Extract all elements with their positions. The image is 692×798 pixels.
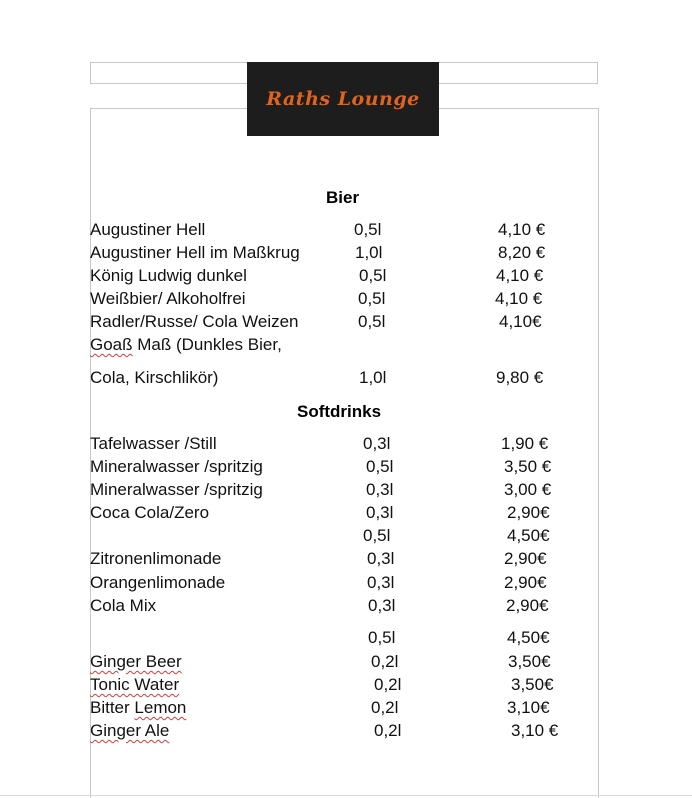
item-name: Augustiner Hell im Maßkrug (90, 243, 300, 262)
item-size: 0,5l (366, 457, 394, 476)
item-name: Ginger Ale (90, 721, 170, 740)
menu-row (0, 457, 692, 479)
item-size: 0,5l (359, 266, 387, 285)
section-title-softdrinks: Softdrinks (297, 402, 382, 421)
item-price: 3,00 € (504, 480, 552, 499)
item-price: 2,90€ (507, 503, 550, 522)
page-bottom-divider (0, 795, 692, 796)
item-name: Cola Mix (90, 596, 157, 615)
item-size: 0,3l (366, 503, 394, 522)
item-size: 0,5l (354, 220, 382, 239)
item-size: 0,5l (368, 628, 396, 647)
item-name: Mineralwasser /spritzig (90, 480, 263, 499)
item-size: 0,3l (367, 573, 395, 592)
menu-row (0, 503, 692, 525)
item-name: Tonic Water (90, 675, 180, 694)
item-price: 3,50 € (504, 457, 552, 476)
menu-row (0, 698, 692, 720)
menu-row (0, 596, 692, 618)
item-size: 0,5l (363, 526, 391, 545)
menu-row (0, 549, 692, 571)
menu-row (0, 628, 692, 650)
item-price: 4,50€ (507, 628, 550, 647)
menu-row (0, 434, 692, 456)
item-size: 1,0l (359, 368, 387, 387)
item-price: 4,10 € (495, 289, 543, 308)
item-name-first: Bitter (90, 698, 135, 717)
item-name: Augustiner Hell (90, 220, 206, 239)
spellcheck-word: Goaß (90, 335, 133, 354)
item-name: Orangenlimonade (90, 573, 226, 592)
item-name: Radler/Russe/ Cola Weizen (90, 312, 299, 331)
item-size: 0,5l (358, 289, 386, 308)
menu-row (0, 675, 692, 697)
menu-row (0, 312, 692, 334)
logo-text: Raths Lounge (266, 88, 420, 110)
item-size: 0,3l (363, 434, 391, 453)
item-price: 4,10 € (498, 220, 546, 239)
item-size: 0,2l (374, 675, 402, 694)
item-name: Cola, Kirschlikör) (90, 368, 219, 387)
item-price: 3,50€ (511, 675, 554, 694)
item-price: 2,90€ (504, 549, 547, 568)
item-size: 0,2l (374, 721, 402, 740)
menu-row (0, 721, 692, 743)
item-name-rest: Maß (Dunkles Bier, (132, 335, 282, 354)
section-title-bier: Bier (326, 188, 360, 207)
item-price: 3,10€ (507, 698, 550, 717)
menu-row (0, 480, 692, 502)
item-price: 4,50€ (507, 526, 550, 545)
item-price: 2,90€ (506, 596, 549, 615)
menu-row (0, 368, 692, 390)
menu-row (0, 220, 692, 242)
item-name: Coca Cola/Zero (90, 503, 210, 522)
item-price: 8,20 € (498, 243, 546, 262)
menu-row (0, 243, 692, 265)
item-size: 0,3l (366, 480, 394, 499)
item-price: 3,10 € (511, 721, 559, 740)
spellcheck-word: Lemon (134, 698, 187, 717)
item-price: 3,50€ (508, 652, 551, 671)
menu-row (0, 289, 692, 311)
item-size: 0,2l (371, 698, 399, 717)
logo (247, 62, 439, 136)
item-size: 0,3l (367, 549, 395, 568)
menu-row (0, 652, 692, 674)
item-size: 0,2l (371, 652, 399, 671)
item-name: Ginger Beer (90, 652, 182, 671)
item-name: König Ludwig dunkel (90, 266, 247, 285)
menu-row (0, 526, 692, 548)
item-name: Mineralwasser /spritzig (90, 457, 263, 476)
item-name: Weißbier/ Alkoholfrei (90, 289, 246, 308)
item-name (90, 698, 186, 718)
item-name (90, 335, 282, 355)
item-price: 4,10€ (499, 312, 542, 331)
item-name: Zitronenlimonade (90, 549, 222, 568)
item-name: Tafelwasser /Still (90, 434, 217, 453)
item-price: 1,90 € (501, 434, 549, 453)
item-price: 4,10 € (496, 266, 544, 285)
menu-row (0, 573, 692, 595)
menu-row (0, 335, 692, 357)
item-price: 9,80 € (496, 368, 544, 387)
item-size: 1,0l (355, 243, 383, 262)
item-size: 0,3l (368, 596, 396, 615)
item-price: 2,90€ (504, 573, 547, 592)
item-size: 0,5l (358, 312, 386, 331)
menu-row (0, 266, 692, 288)
